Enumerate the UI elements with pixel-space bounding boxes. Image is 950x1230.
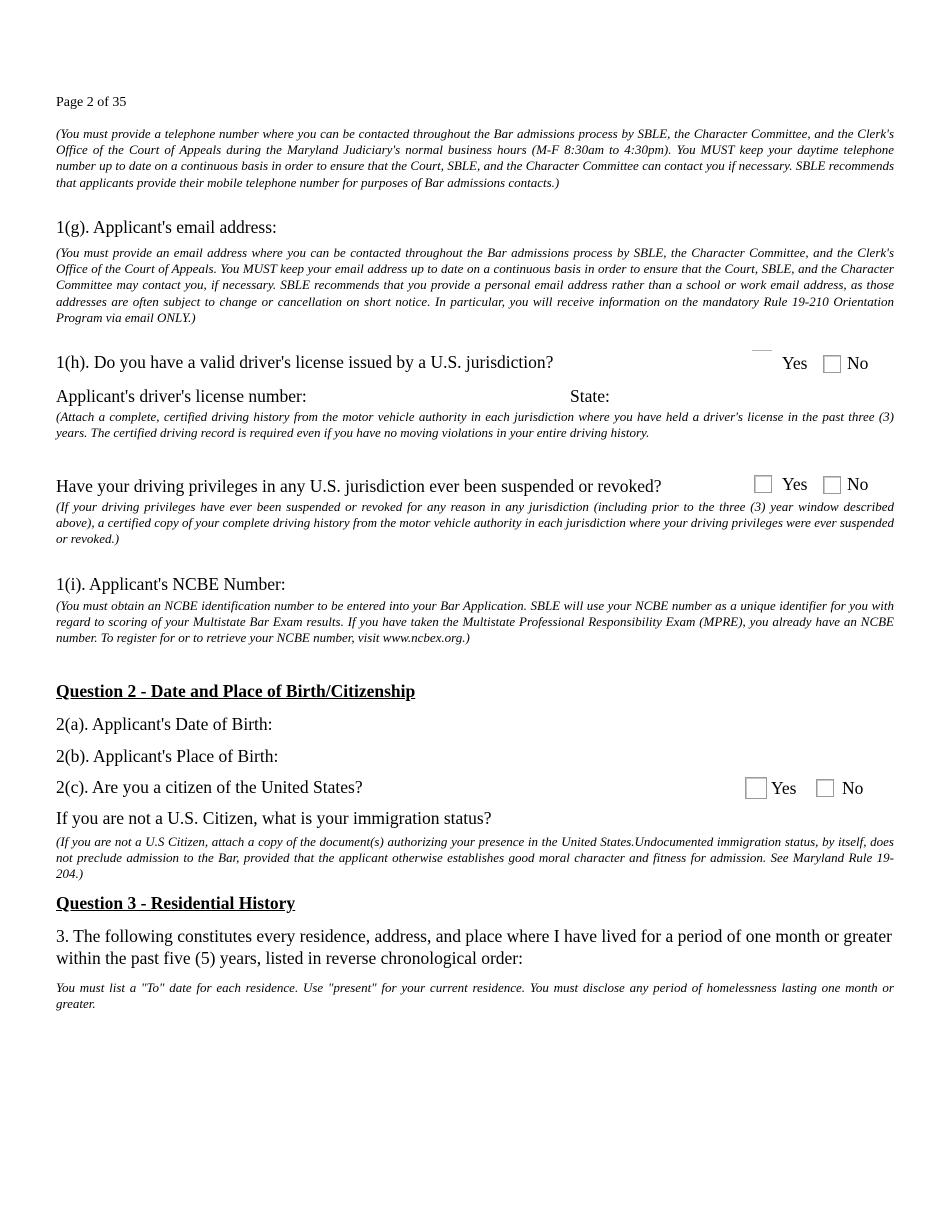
citizenship-yes-checkbox[interactable] <box>745 777 767 799</box>
place-of-birth-label: 2(b). Applicant's Place of Birth: <box>56 746 279 766</box>
immigration-status-label: If you are not a U.S. Citizen, what is your immigration status? <box>56 808 492 828</box>
phone-instructions: (You must provide a telephone number where you can be contacted throughout the Bar admissions process by SBLE, the Character Committee, and the Clerk's Office of the Court of Appeals during the Maryland Judiciary's normal business hours (M-F 8:30am to 4:30pm). You MUST keep your daytime telephone number up to date on a continuous basis in order to ensure that the Court, SBLE, and the Character Committee can contact you if necessary. SBLE recommends that applicants provide their mobile telephone number for purposes of Bar admissions contacts.) <box>56 126 894 190</box>
ncbe-question-label: 1(i). Applicant's NCBE Number: <box>56 574 286 594</box>
citizenship-question-label: 2(c). Are you a citizen of the United States? <box>56 777 363 797</box>
date-of-birth-label: 2(a). Applicant's Date of Birth: <box>56 714 273 734</box>
residential-history-statement: 3. The following constitutes every residence, address, and place where I have lived for a period of one month or greater within the past five (5) years, listed in reverse chronological order: <box>56 926 892 968</box>
license-state-label: State: <box>570 386 610 406</box>
suspended-no-checkbox[interactable] <box>823 476 841 494</box>
page-number: Page 2 of 35 <box>56 95 127 110</box>
ncbe-instructions: (You must obtain an NCBE identification number to be entered into your Bar Application. SBLE will use your NCBE number as a unique identifier for you with regard to scoring of your Multistate Bar Exam results. If you have taken the Multistate Professional Responsibility Exam (MPRE), you already have an NCBE number. To register for or to retrieve your NCBE number, visit www.ncbex.org.) <box>56 598 894 646</box>
drivers-license-yes-label: Yes <box>782 353 808 373</box>
citizenship-no-label: No <box>842 778 864 798</box>
question-3-heading: Question 3 - Residential History <box>56 893 296 913</box>
license-number-label: Applicant's driver's license number: <box>56 386 307 406</box>
suspended-instructions: (If your driving privileges have ever been suspended or revoked for any reason in any jurisdiction (including prior to the three (3) year window described above), a certified copy of your complete driving history from the motor vehicle authority in each jurisdiction where your driving privileges were ever suspended or revoked.) <box>56 499 894 547</box>
driving-history-instructions: (Attach a complete, certified driving history from the motor vehicle authority in each jurisdiction where you have held a driver's license in the past three (3) years. The certified driving record is required even if you have no moving violations in your entire driving history. <box>56 409 894 441</box>
drivers-license-no-checkbox[interactable] <box>823 355 841 373</box>
suspended-yes-label: Yes <box>782 474 808 494</box>
question-2-heading: Question 2 - Date and Place of Birth/Citizenship <box>56 681 416 701</box>
suspended-question-label: Have your driving privileges in any U.S. jurisdiction ever been suspended or revoked? <box>56 476 662 496</box>
email-instructions: (You must provide an email address where you can be contacted throughout the Bar admissions process by SBLE, the Character Committee, and the Clerk's Office of the Court of Appeals. You MUST keep your email address up to date on a continuous basis in order to ensure that the Court, SBLE, and the Character Committee may contact you, if necessary. SBLE recommends that you provide a personal email address rather than a school or work email address, as those addresses are often subject to change or cancellation on short notice. In particular, you will receive information on the mandatory Rule 19-210 Orientation Program via email ONLY.) <box>56 245 894 325</box>
suspended-yes-checkbox[interactable] <box>754 475 772 493</box>
residential-history-instructions: You must list a "To" date for each residence. Use "present" for your current residence. You must disclose any period of homelessness lasting one month or greater. <box>56 980 894 1012</box>
drivers-license-no-label: No <box>847 353 869 373</box>
email-question-label: 1(g). Applicant's email address: <box>56 217 277 237</box>
drivers-license-yes-checkbox[interactable] <box>752 350 772 368</box>
immigration-instructions: (If you are not a U.S Citizen, attach a copy of the document(s) authorizing your presence in the United States.Undocumented immigration status, by itself, does not preclude admission to the Bar, provided that the applicant otherwise establishes good moral character and fitness for admission. See Maryland Rule 19-204.) <box>56 834 894 882</box>
citizenship-no-checkbox[interactable] <box>816 779 834 797</box>
citizenship-yes-label: Yes <box>771 778 797 798</box>
suspended-no-label: No <box>847 474 869 494</box>
drivers-license-question-label: 1(h). Do you have a valid driver's license issued by a U.S. jurisdiction? <box>56 352 554 372</box>
